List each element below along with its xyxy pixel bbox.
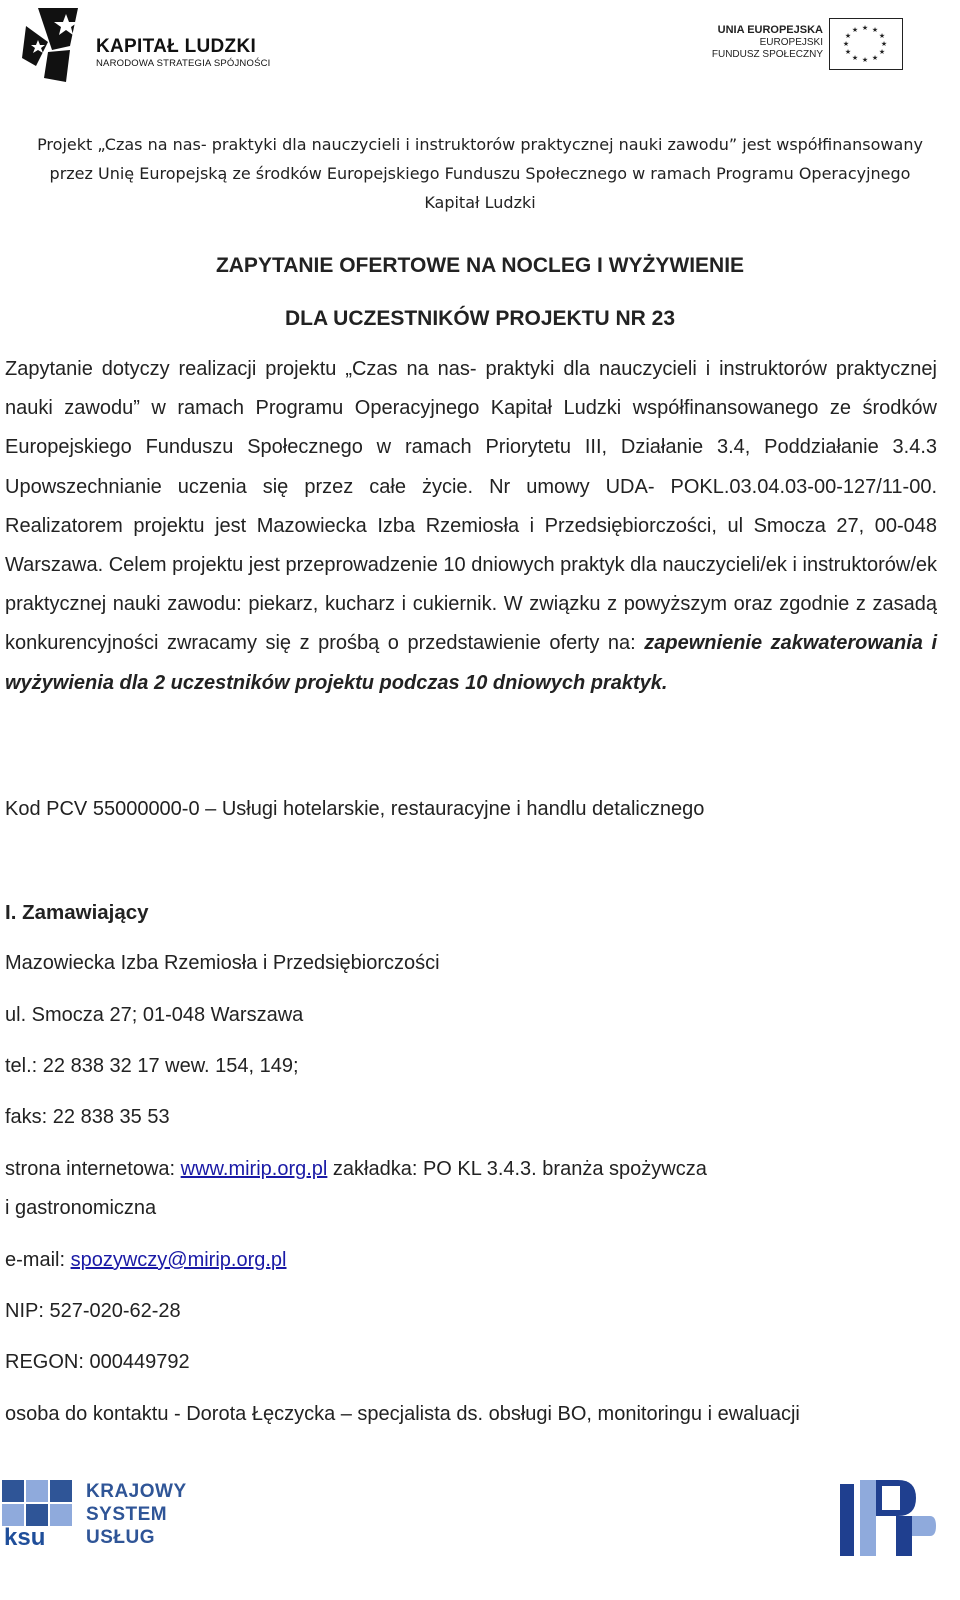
svg-text:★: ★ xyxy=(844,49,852,56)
email-link[interactable]: spozywczy@mirip.org.pl xyxy=(70,1249,287,1271)
project-statement-line: Projekt „Czas na nas- praktyki dla nauczycieli i instruktorów praktycznej nauki zawodu” jest współfinansowany xyxy=(37,135,923,154)
orderer-contact-person: osoba do kontaktu - Dorota Łęczycka – specjalista ds. obsługi BO, monitoringu i ewaluacji xyxy=(5,1403,800,1425)
svg-text:★: ★ xyxy=(880,41,888,48)
intro-paragraph xyxy=(5,350,937,703)
orderer-nip: NIP: 527-020-62-28 xyxy=(5,1300,181,1322)
document-subtitle: DLA UCZESTNIKÓW PROJEKTU NR 23 xyxy=(284,307,676,330)
ksu-logo-text xyxy=(86,1480,187,1549)
kapital-ludzki-subtitle: NARODOWA STRATEGIA SPÓJNOŚCI xyxy=(96,58,271,69)
svg-text:★: ★ xyxy=(878,49,886,56)
orderer-website-line xyxy=(5,1158,707,1181)
project-statement-line: przez Unię Europejską ze środków Europejskiego Funduszu Społecznego w ramach Programu Operacyjnego xyxy=(49,164,911,183)
orderer-website-suffix-line2: i gastronomiczna xyxy=(5,1197,157,1219)
svg-text:★: ★ xyxy=(878,33,886,40)
kapital-ludzki-emblem-icon xyxy=(18,6,88,84)
ksu-emblem-icon xyxy=(2,1480,82,1528)
svg-text:★: ★ xyxy=(861,57,869,64)
website-suffix: zakładka: PO KL 3.4.3. branża spożywcza xyxy=(327,1158,707,1180)
eu-logo-text xyxy=(712,24,823,62)
project-statement-line: Kapitał Ludzki xyxy=(424,193,536,212)
eu-flag-icon xyxy=(829,18,903,70)
kapital-ludzki-logo xyxy=(18,6,288,86)
orderer-phone: tel.: 22 838 32 17 wew. 154, 149; xyxy=(5,1055,299,1077)
orderer-name: Mazowiecka Izba Rzemiosła i Przedsiębiorczości xyxy=(5,952,440,974)
orderer-fax: faks: 22 838 35 53 xyxy=(5,1106,170,1128)
rp-logo-icon xyxy=(838,1476,938,1560)
svg-text:★: ★ xyxy=(871,27,879,34)
email-label: e-mail: xyxy=(5,1249,71,1271)
website-label: strona internetowa: xyxy=(5,1158,181,1180)
svg-text:★: ★ xyxy=(861,25,869,32)
eu-logo-line1: UNIA EUROPEJSKA xyxy=(717,24,823,36)
svg-text:★: ★ xyxy=(851,27,859,34)
orderer-address: ul. Smocza 27; 01-048 Warszawa xyxy=(5,1004,304,1026)
header-logos xyxy=(0,0,960,100)
ksu-logo-line2: SYSTEM xyxy=(86,1504,168,1525)
orderer-regon: REGON: 000449792 xyxy=(5,1351,190,1373)
ksu-logo-line3: USŁUG xyxy=(86,1527,155,1548)
ksu-logo-abbr: ksu xyxy=(4,1524,46,1551)
website-link[interactable]: www.mirip.org.pl xyxy=(180,1158,328,1180)
footer-logos xyxy=(0,1470,960,1600)
svg-text:★: ★ xyxy=(851,55,859,62)
pcv-code-line: Kod PCV 55000000-0 – Usługi hotelarskie, restauracyjne i handlu detalicznego xyxy=(5,798,705,820)
ksu-logo-line1: KRAJOWY xyxy=(86,1481,187,1502)
orderer-email-line xyxy=(5,1249,287,1272)
document-title: ZAPYTANIE OFERTOWE NA NOCLEG I WYŻYWIENIE xyxy=(215,254,745,277)
svg-text:★: ★ xyxy=(844,33,852,40)
project-statement xyxy=(20,130,940,217)
rp-logo xyxy=(838,1476,938,1560)
svg-text:★: ★ xyxy=(842,41,850,48)
eu-logo-line3: FUNDUSZ SPOŁECZNY xyxy=(711,49,823,60)
section-heading-orderer: I. Zamawiający xyxy=(5,901,149,924)
intro-text: Zapytanie dotyczy realizacji projektu „Czas na nas- praktyki dla nauczycieli i instruktorów praktycznej nauki zawodu” w ramach Programu Operacyjnego Kapitał Ludzki współfinansowanego ze środków Europejskiego Funduszu Społecznego w ramach Priorytetu III, Działanie 3.4, Poddziałanie 3.4.3 Upowszechnianie uczenia się przez całe życie. Nr umowy UDA- POKL.03.04.03-00-127/11-00. Realizatorem projektu jest Mazowiecka Izba Rzemiosła i Przedsiębiorczości, ul Smocza 27, 00-048 Warszawa. Celem projektu jest przeprowadzenie 10 dniowych praktyk dla nauczycieli/ek i instruktorów/ek praktycznej nauki zawodu: piekarz, kucharz i cukiernik. W związku z powyższym oraz zgodnie z zasadą konkurencyjności zwracamy się z prośbą o przedstawienie oferty na: xyxy=(5,358,937,655)
kapital-ludzki-name: KAPITAŁ LUDZKI xyxy=(96,36,257,57)
intro-emphasis: zapewnienie zakwaterowania i wyżywienia dla 2 uczestników projektu podczas 10 dniowych praktyk. xyxy=(5,632,937,694)
ksu-logo xyxy=(0,1474,200,1554)
eu-logo-line2: EUROPEJSKI xyxy=(759,36,823,48)
svg-text:★: ★ xyxy=(871,55,879,62)
eu-logo xyxy=(700,14,915,74)
